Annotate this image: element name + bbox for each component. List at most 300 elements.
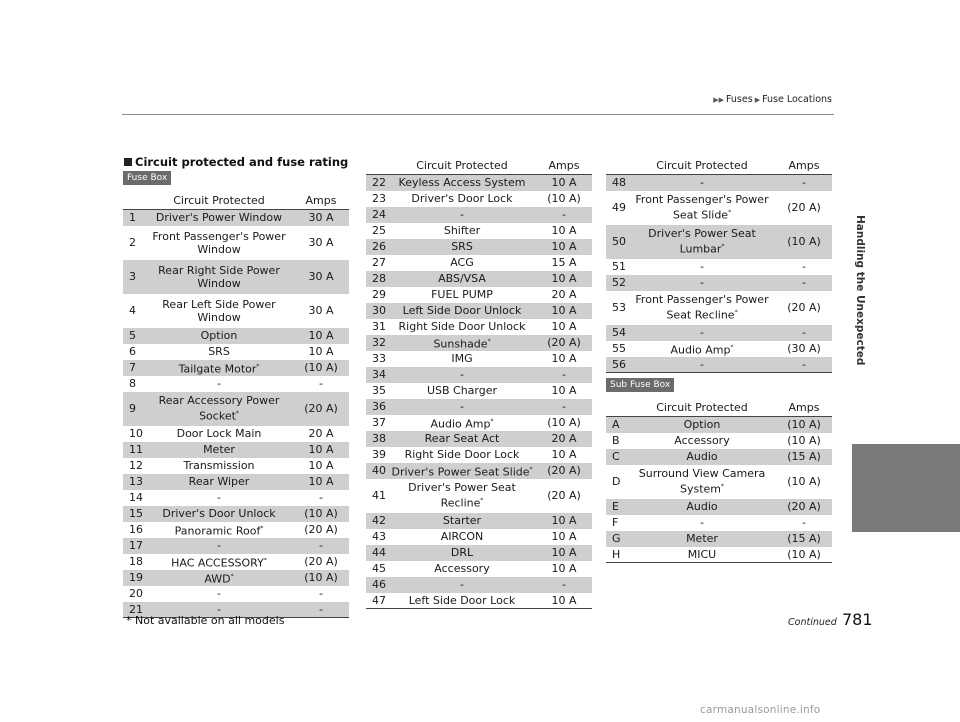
fuse-amps: 10 A — [551, 224, 577, 237]
table-row — [606, 341, 832, 357]
table-row — [366, 287, 592, 303]
continued-label: Continued — [788, 617, 837, 628]
circuit-name: AWD — [204, 572, 231, 586]
fuse-circuit — [628, 225, 776, 259]
fuse-amps: (10 A) — [293, 506, 349, 522]
fuse-amps: (10 A) — [547, 416, 581, 429]
fuse-amps: - — [776, 357, 832, 373]
circuit-name: - — [700, 276, 704, 289]
fuse-amps: 15 A — [551, 256, 577, 269]
footnote-star: * — [730, 343, 734, 351]
col-number — [123, 191, 145, 210]
circuit-name: Left Side Door Unlock — [402, 304, 522, 317]
fuse-circuit — [145, 328, 293, 344]
fuse-number: 2 — [129, 236, 136, 249]
table-row — [123, 260, 349, 294]
circuit-name: - — [700, 176, 704, 190]
table-row — [123, 344, 349, 360]
fuse-circuit — [388, 239, 536, 255]
circuit-name: Right Side Door Lock — [404, 448, 520, 461]
fuse-circuit — [145, 376, 293, 392]
circuit-name: - — [700, 357, 704, 371]
table-row — [366, 271, 592, 287]
fuse-amps: 10 A — [293, 328, 349, 344]
fuse-circuit — [628, 531, 776, 547]
fuse-amps: - — [776, 175, 832, 191]
fuse-number: 47 — [366, 593, 388, 609]
fuse-circuit — [388, 303, 536, 319]
watermark: carmanualsonline.info — [700, 704, 821, 716]
table-row — [606, 325, 832, 341]
col-number — [606, 156, 628, 175]
fuse-circuit — [388, 255, 536, 271]
fuse-amps: 20 A — [536, 431, 592, 447]
fuse-amps: 30 A — [308, 304, 334, 317]
table-row — [123, 360, 349, 376]
col-amps: Amps — [536, 156, 592, 175]
table-row — [606, 531, 832, 547]
circuit-name: Left Side Door Lock — [408, 593, 516, 607]
fuse-circuit — [145, 210, 293, 226]
circuit-name: ACG — [450, 256, 474, 269]
fuse-circuit — [145, 522, 293, 538]
fuse-circuit — [388, 577, 536, 593]
circuit-name: - — [460, 400, 464, 413]
fuse-circuit — [628, 191, 776, 225]
table-row — [366, 367, 592, 383]
table-row — [366, 207, 592, 223]
table-row — [606, 175, 832, 191]
circuit-name: Audio — [686, 450, 718, 463]
fuse-amps: (20 A) — [776, 499, 832, 515]
footnote-star: * — [734, 309, 738, 317]
fuse-amps: 10 A — [536, 513, 592, 529]
circuit-name: Surround View Camera System — [638, 467, 766, 496]
circuit-name: - — [460, 208, 464, 221]
fuse-amps: (20 A) — [293, 392, 349, 426]
chevron-right-icon: ▶ — [754, 95, 761, 104]
fuse-circuit — [628, 515, 776, 531]
fuse-amps: - — [319, 491, 323, 504]
fuse-number: 36 — [366, 399, 388, 415]
fuse-amps: 10 A — [536, 545, 592, 561]
fuse-number: 24 — [366, 207, 388, 223]
fuse-circuit — [145, 490, 293, 506]
fuse-amps: - — [776, 275, 832, 291]
circuit-name: Audio Amp — [670, 343, 731, 357]
fuse-number: 55 — [612, 342, 626, 355]
fuse-circuit — [628, 433, 776, 449]
col-circuit: Circuit Protected — [145, 191, 293, 210]
fuse-amps: 10 A — [551, 384, 577, 397]
fuse-circuit — [628, 325, 776, 341]
fuse-amps: (20 A) — [304, 523, 338, 536]
table-row — [123, 426, 349, 442]
table-row — [366, 175, 592, 191]
fuse-circuit — [388, 319, 536, 335]
circuit-name: Panoramic Roof — [174, 524, 261, 538]
fuse-circuit — [628, 357, 776, 373]
footnote-star: * — [721, 243, 725, 251]
fuse-number: 41 — [372, 489, 386, 502]
fuse-circuit — [388, 351, 536, 367]
table-row — [366, 431, 592, 447]
fuse-circuit — [388, 175, 536, 191]
fuse-circuit — [145, 538, 293, 554]
circuit-name: Driver's Door Unlock — [162, 507, 276, 520]
fuse-circuit — [145, 426, 293, 442]
circuit-name: Rear Accessory Power Socket — [158, 394, 280, 423]
table-row — [123, 442, 349, 458]
fuse-circuit — [388, 447, 536, 463]
fuse-circuit — [388, 271, 536, 287]
circuit-name: Sunshade — [433, 337, 488, 351]
section-heading — [124, 155, 348, 169]
circuit-name: Meter — [686, 532, 718, 545]
breadcrumb — [713, 94, 832, 105]
breadcrumb-item[interactable]: Fuse Locations — [762, 94, 832, 105]
fuse-number: A — [606, 417, 628, 433]
fuse-number: 11 — [123, 442, 145, 458]
table-row — [366, 191, 592, 207]
fuse-amps: 10 A — [551, 320, 577, 333]
table-row — [366, 239, 592, 255]
fuse-number: 23 — [372, 192, 386, 205]
fuse-amps: 10 A — [551, 352, 577, 365]
fuse-amps: 10 A — [536, 271, 592, 287]
fuse-amps: 10 A — [293, 474, 349, 490]
table-row — [366, 303, 592, 319]
fuse-amps: (20 A) — [536, 463, 592, 479]
fuse-circuit — [145, 344, 293, 360]
fuse-amps: (20 A) — [304, 555, 338, 568]
table-row — [366, 529, 592, 545]
fuse-circuit — [388, 207, 536, 223]
fuse-amps: (15 A) — [776, 531, 832, 547]
circuit-name: DRL — [450, 546, 474, 559]
fuse-circuit — [628, 259, 776, 275]
table-row — [606, 515, 832, 531]
circuit-name: AIRCON — [440, 530, 484, 543]
fuse-circuit — [388, 383, 536, 399]
circuit-name: Starter — [442, 514, 482, 527]
table-row — [606, 191, 832, 225]
table-row — [123, 538, 349, 554]
fuse-amps: - — [802, 516, 806, 529]
fuse-number: 29 — [372, 288, 386, 301]
circuit-name: - — [460, 578, 464, 591]
square-bullet-icon — [124, 158, 132, 166]
fuse-number: 5 — [123, 328, 145, 344]
circuit-name: - — [700, 326, 704, 339]
header-divider — [122, 114, 834, 115]
fuse-circuit — [388, 513, 536, 529]
page-number: 781 — [842, 610, 873, 629]
circuit-name: Option — [683, 418, 721, 432]
fuse-number: 43 — [372, 530, 386, 543]
fuse-amps: 10 A — [308, 345, 334, 358]
fuse-number: 19 — [123, 570, 145, 586]
circuit-name: - — [217, 539, 221, 552]
table-row — [366, 335, 592, 351]
table-row — [123, 226, 349, 260]
footnote-star: * — [235, 410, 239, 418]
fuse-amps: 10 A — [536, 303, 592, 319]
fuse-number: D — [612, 475, 621, 488]
circuit-name: Transmission — [183, 459, 255, 472]
table-row — [606, 499, 832, 515]
fuse-amps: (10 A) — [547, 192, 581, 205]
circuit-name: - — [700, 260, 704, 273]
fuse-number: 12 — [129, 459, 143, 472]
table-row — [606, 417, 832, 433]
table-row — [606, 275, 832, 291]
fuse-amps: 30 A — [293, 260, 349, 294]
table-row — [606, 225, 832, 259]
fuse-circuit — [388, 287, 536, 303]
fuse-circuit — [388, 545, 536, 561]
circuit-name: Tailgate Motor — [178, 362, 257, 376]
footnote-star: * — [260, 524, 264, 532]
fuse-number: 20 — [129, 587, 143, 600]
fuse-amps: - — [776, 325, 832, 341]
fuse-number: 8 — [129, 377, 136, 390]
col-circuit: Circuit Protected — [628, 398, 776, 417]
fuse-number: 31 — [372, 320, 386, 333]
fuse-amps: 10 A — [536, 239, 592, 255]
fuse-number: 1 — [123, 210, 145, 226]
footnote-star: * — [256, 362, 260, 370]
fuse-number: 7 — [123, 360, 145, 376]
footnote-star: * — [230, 572, 234, 580]
fuse-number: 39 — [372, 448, 386, 461]
circuit-name: - — [217, 377, 221, 390]
fuse-number: 9 — [123, 392, 145, 426]
side-tab-label[interactable]: Handling the Unexpected — [854, 215, 866, 366]
table-row — [366, 223, 592, 239]
fuse-circuit — [628, 417, 776, 433]
fuse-circuit — [145, 474, 293, 490]
fuse-amps: 10 A — [308, 459, 334, 472]
fuse-number: 42 — [366, 513, 388, 529]
circuit-name: Meter — [203, 443, 235, 456]
fuse-amps: (10 A) — [776, 225, 832, 259]
table-row — [366, 383, 592, 399]
table-row — [366, 319, 592, 335]
circuit-name: - — [217, 587, 221, 600]
fuse-number: 17 — [123, 538, 145, 554]
fuse-number: 51 — [612, 260, 626, 273]
circuit-name: Audio — [686, 500, 718, 513]
fuse-number: 37 — [372, 416, 386, 429]
fuse-amps: - — [293, 538, 349, 554]
circuit-name: Rear Right Side Power Window — [158, 263, 280, 290]
circuit-name: Driver's Power Seat Lumbar — [648, 227, 756, 256]
fuse-number: 28 — [366, 271, 388, 287]
fuse-amps: (10 A) — [776, 547, 832, 563]
fuse-number: 32 — [366, 335, 388, 351]
fuse-amps: 30 A — [308, 236, 334, 249]
table-row — [123, 458, 349, 474]
fuse-number: 22 — [366, 175, 388, 191]
footnote: * Not available on all models — [126, 614, 285, 627]
circuit-name: Driver's Power Seat Slide — [391, 465, 530, 479]
breadcrumb-item[interactable]: Fuses — [725, 94, 753, 105]
fuse-amps: (30 A) — [787, 342, 821, 355]
fuse-amps: 10 A — [536, 175, 592, 191]
fuse-number: 50 — [606, 225, 628, 259]
col-amps: Amps — [776, 156, 832, 175]
fuse-number: G — [606, 531, 628, 547]
fuse-number: H — [606, 547, 628, 563]
footnote-star: * — [487, 337, 491, 345]
table-row — [123, 210, 349, 226]
fuse-circuit — [628, 175, 776, 191]
circuit-name: Front Passenger's Power Seat Recline — [635, 293, 769, 322]
fuse-circuit — [388, 223, 536, 239]
fuse-number: 56 — [606, 357, 628, 373]
fuse-circuit — [388, 431, 536, 447]
fuse-amps: (20 A) — [787, 301, 821, 314]
col-amps: Amps — [293, 191, 349, 210]
fuse-number: 27 — [372, 256, 386, 269]
section-heading-text: Circuit protected and fuse rating — [135, 155, 349, 169]
fuse-number: 16 — [129, 523, 143, 536]
fuse-amps: - — [536, 367, 592, 383]
table-row — [366, 447, 592, 463]
fuse-number: 30 — [366, 303, 388, 319]
circuit-name: ABS/VSA — [438, 272, 486, 285]
fuse-circuit — [628, 449, 776, 465]
fuse-circuit — [145, 458, 293, 474]
table-row — [123, 506, 349, 522]
table-row — [123, 570, 349, 586]
table-row — [123, 474, 349, 490]
table-row — [606, 433, 832, 449]
fuse-amps: 30 A — [293, 210, 349, 226]
fuse-number: 48 — [606, 175, 628, 191]
fuse-number: E — [606, 499, 628, 515]
table-row — [366, 415, 592, 431]
fuse-number: 15 — [123, 506, 145, 522]
fuse-circuit — [388, 529, 536, 545]
fuse-number: 38 — [366, 431, 388, 447]
circuit-name: Right Side Door Unlock — [398, 320, 526, 333]
fuse-circuit — [145, 570, 293, 586]
circuit-name: Driver's Power Window — [155, 211, 283, 225]
fuse-number: 52 — [606, 275, 628, 291]
col-amps: Amps — [776, 398, 832, 417]
fuse-circuit — [145, 586, 293, 602]
fuse-circuit — [388, 561, 536, 577]
circuit-name: HAC ACCESSORY — [171, 556, 264, 570]
fuse-amps: - — [536, 399, 592, 415]
fuse-circuit — [388, 593, 536, 609]
fuse-circuit — [628, 499, 776, 515]
sub-fuse-box-badge: Sub Fuse Box — [606, 378, 674, 392]
fuse-circuit — [145, 392, 293, 426]
fuse-circuit — [388, 335, 536, 351]
fuse-amps: - — [802, 260, 806, 273]
col-number — [606, 398, 628, 417]
fuse-amps: (15 A) — [776, 449, 832, 465]
table-row — [123, 392, 349, 426]
fuse-amps: - — [319, 377, 323, 390]
circuit-name: Front Passenger's Power Seat Slide — [635, 193, 769, 222]
circuit-name: IMG — [451, 352, 473, 365]
table-row — [366, 513, 592, 529]
fuse-circuit — [388, 463, 536, 479]
fuse-number: 10 — [129, 427, 143, 440]
col-number — [366, 156, 388, 175]
fuse-circuit — [145, 294, 293, 328]
fuse-circuit — [145, 506, 293, 522]
circuit-name: Option — [200, 329, 238, 342]
footnote-star: * — [490, 417, 494, 425]
circuit-name: Rear Wiper — [188, 475, 250, 488]
fuse-circuit — [628, 341, 776, 357]
fuse-number: 6 — [129, 345, 136, 358]
fuse-number: 18 — [129, 555, 143, 568]
table-row — [123, 586, 349, 602]
fuse-amps: 10 A — [536, 593, 592, 609]
fuse-box-badge: Fuse Box — [123, 171, 171, 185]
fuse-number: 25 — [372, 224, 386, 237]
chevron-right-icon: ▶▶ — [713, 95, 724, 104]
fuse-circuit — [388, 367, 536, 383]
circuit-name: SRS — [451, 240, 473, 253]
table-row — [123, 328, 349, 344]
fuse-number: 54 — [606, 325, 628, 341]
table-row — [123, 522, 349, 538]
circuit-name: FUEL PUMP — [431, 288, 493, 301]
fuse-amps: (10 A) — [293, 360, 349, 376]
fuse-amps: (10 A) — [776, 417, 832, 433]
fuse-amps: (20 A) — [547, 489, 581, 502]
fuse-amps: (10 A) — [293, 570, 349, 586]
fuse-amps: (20 A) — [787, 201, 821, 214]
fuse-circuit — [388, 399, 536, 415]
fuse-number: F — [612, 516, 619, 529]
circuit-name: Accessory — [674, 434, 730, 447]
footnote-star: * — [728, 209, 732, 217]
fuse-circuit — [628, 547, 776, 563]
fuse-number: 26 — [366, 239, 388, 255]
fuse-number: 3 — [123, 260, 145, 294]
circuit-name: Front Passenger's Power Window — [152, 229, 286, 256]
col-circuit: Circuit Protected — [628, 156, 776, 175]
fuse-amps: (20 A) — [536, 335, 592, 351]
footnote-star: * — [529, 465, 533, 473]
fuse-number: 53 — [612, 301, 626, 314]
table-row — [123, 294, 349, 328]
table-row — [123, 490, 349, 506]
fuse-amps: - — [319, 587, 323, 600]
circuit-name: - — [700, 516, 704, 529]
table-row — [123, 554, 349, 570]
fuse-circuit — [388, 415, 536, 431]
fuse-circuit — [145, 554, 293, 570]
circuit-name: - — [460, 368, 464, 381]
side-tab-marker — [852, 444, 960, 532]
fuse-amps: - — [536, 207, 592, 223]
circuit-name: MICU — [687, 547, 717, 561]
fuse-number: 49 — [612, 201, 626, 214]
table-row — [606, 449, 832, 465]
fuse-number: 34 — [366, 367, 388, 383]
fuse-amps: 10 A — [551, 562, 577, 575]
table-row — [366, 255, 592, 271]
